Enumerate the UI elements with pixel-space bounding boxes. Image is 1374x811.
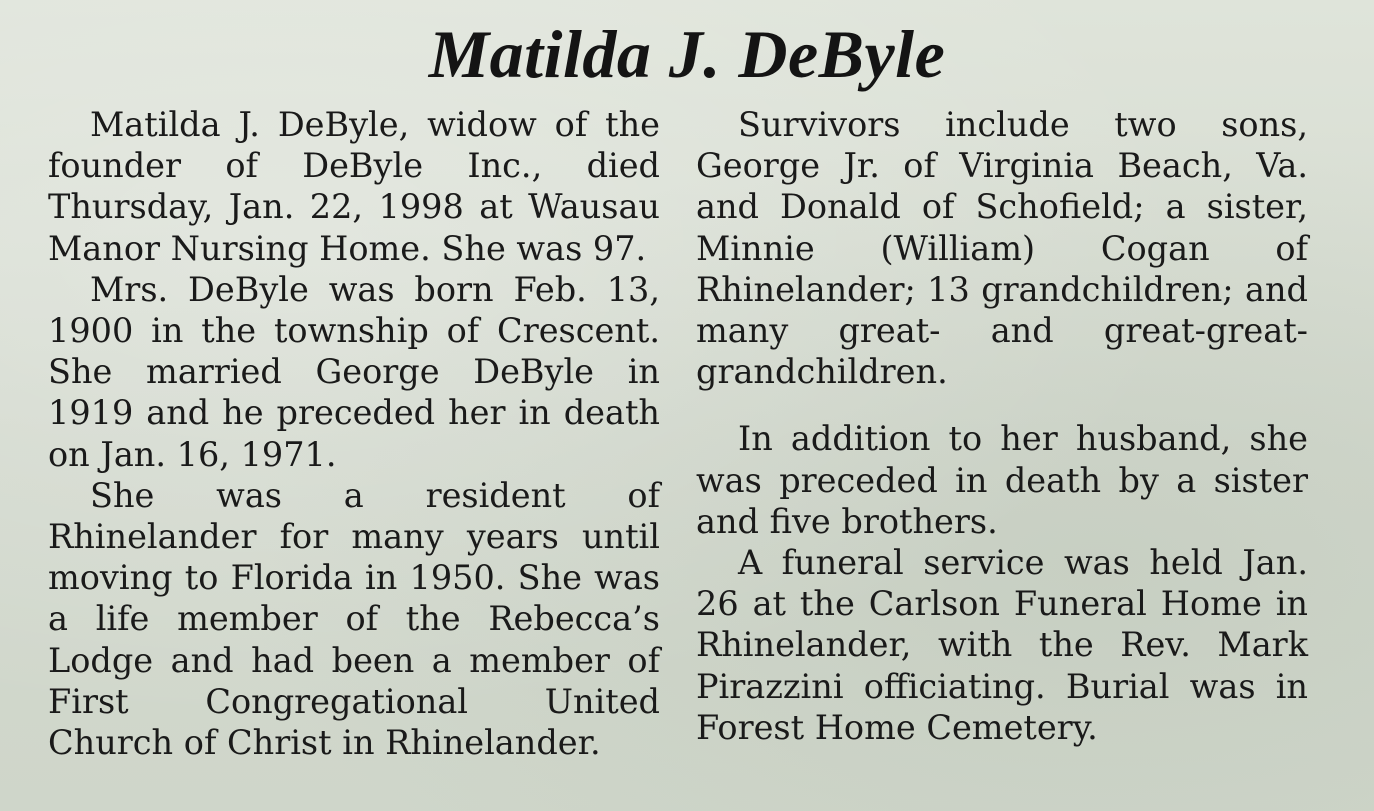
paragraph-death-notice: Matilda J. DeByle, widow of the founder of DeByle Inc., died Thursday, Jan. 22, 1998 at Wausau Manor Nursing Home. She was 97.: [48, 105, 660, 268]
paragraph-birth-marriage: Mrs. DeByle was born Feb. 13, 1900 in the township of Crescent. She married George DeByle in 1919 and he preceded her in death on Jan. 16, 1971.: [48, 269, 660, 474]
right-column: [696, 104, 1308, 748]
paragraph-funeral-service: A funeral service was held Jan. 26 at the Carlson Funeral Home in Rhinelander, with the Rev. Mark Pirazzini officiating. Burial was in Forest Home Cemetery.: [696, 543, 1308, 747]
paragraph-survivors: Survivors include two sons, George Jr. of Virginia Beach, Va. and Donald of Schofield; a sister, Minnie (William) Cogan of Rhinelander; 13 grandchildren; and many great- and great-great-grandchildren.: [696, 105, 1308, 392]
left-column: [48, 104, 660, 763]
paragraph-residence: She was a resident of Rhinelander for many years until moving to Florida in 1950. She was a life member of the Rebecca’s Lodge and had been a member of First Congregational United Church of Christ in Rhinelander.: [48, 475, 660, 763]
paragraph-preceded-in-death: In addition to her husband, she was preceded in death by a sister and five brothers.: [696, 419, 1308, 541]
obituary-headline: Matilda J. DeByle: [428, 16, 946, 92]
